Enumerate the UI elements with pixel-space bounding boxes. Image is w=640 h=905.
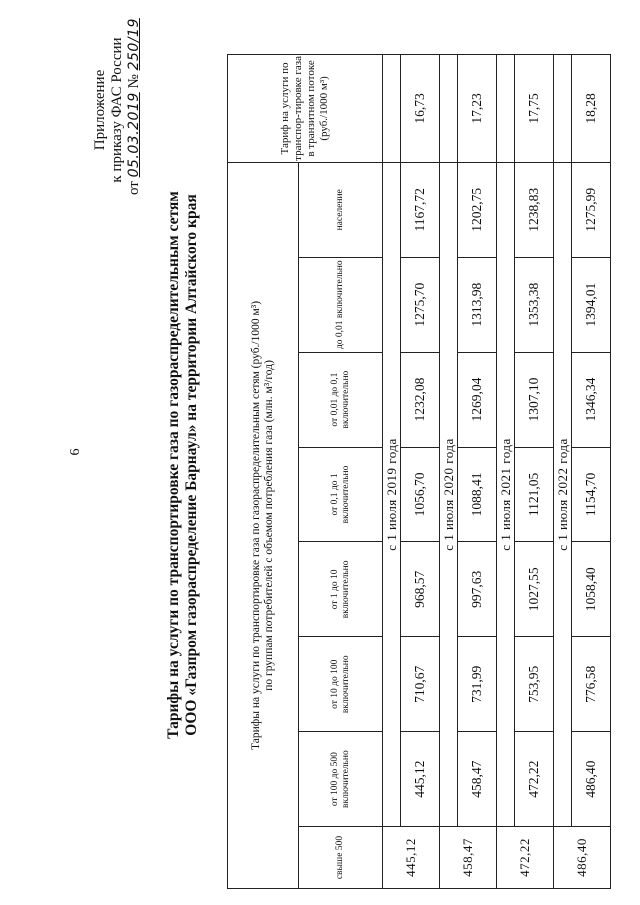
col-header-0-1-1: от 0,1 до 1 включительно [299, 447, 383, 542]
title-line-2: ООО «Газпром газораспределение Барнаул» на территории Алтайского края [183, 194, 200, 736]
period-label: с 1 июля 2021 года [497, 162, 515, 826]
col-header-100-500: от 100 до 500 включительно [299, 732, 383, 827]
appendix-block [92, 18, 143, 195]
table-cell: 1088,41 [458, 447, 497, 542]
order-number: 250/19 [126, 18, 142, 71]
period-label: с 1 июля 2022 года [554, 162, 572, 826]
appendix-title: Приложение [92, 69, 108, 151]
table-cell: 458,47 [440, 827, 497, 889]
table-cell: 968,57 [401, 542, 440, 637]
col-header-0-01-0-1: от 0,01 до 0,1 включительно [299, 352, 383, 447]
table-cell: 1058,40 [572, 542, 611, 637]
table-cell: 731,99 [458, 637, 497, 732]
table-cell: 458,47 [458, 732, 497, 827]
period-blank [383, 55, 401, 163]
table-row [401, 55, 440, 889]
order-number-prefix: № [126, 74, 142, 89]
table-cell: 1121,05 [515, 447, 554, 542]
table-cell: 997,63 [458, 542, 497, 637]
table-cell: 445,12 [401, 732, 440, 827]
table-cell: 1394,01 [572, 257, 611, 352]
document-title [165, 145, 201, 785]
table-row [572, 55, 611, 889]
table-cell: 1167,72 [401, 162, 440, 257]
transit-cell: 16,73 [401, 55, 440, 163]
table-cell: 1269,04 [458, 352, 497, 447]
period-label: с 1 июля 2019 года [383, 162, 401, 826]
col-header-population: население [299, 162, 383, 257]
col-header-to-0-01: до 0,01 включительно [299, 257, 383, 352]
table-cell: 486,40 [554, 827, 611, 889]
title-line-1: Тарифы на услуги по транспортировке газа по газораспределительным сетям [165, 191, 182, 739]
period-label: с 1 июля 2020 года [440, 162, 458, 826]
tariff-table [227, 54, 611, 889]
main-header-line-2: по группам потребителей с объемом потребления газа (млн. м³/год) [263, 360, 275, 691]
order-date: 05.03.2019 [126, 92, 142, 178]
table-cell: 1238,83 [515, 162, 554, 257]
period-blank [440, 55, 458, 163]
table-row [515, 55, 554, 889]
col-header-1-10: от 1 до 10 включительно [299, 542, 383, 637]
table-cell: 1275,99 [572, 162, 611, 257]
table-cell: 445,12 [383, 827, 440, 889]
col-header-over-500: свыше 500 [299, 827, 383, 889]
transit-cell: 17,23 [458, 55, 497, 163]
table-cell: 1346,34 [572, 352, 611, 447]
table-cell: 1307,10 [515, 352, 554, 447]
table-cell: 1154,70 [572, 447, 611, 542]
period-blank [554, 55, 572, 163]
transit-cell: 18,28 [572, 55, 611, 163]
main-header-line-1: Тарифы на услуги по транспортировке газа по газораспределительным сетям (руб./1000 м³) [250, 300, 262, 750]
table-row [458, 55, 497, 889]
appendix-order-line [126, 18, 143, 195]
appendix-order-ref: к приказу ФАС России [109, 37, 125, 183]
table-cell: 1027,55 [515, 542, 554, 637]
table-cell: 710,67 [401, 637, 440, 732]
period-blank [497, 55, 515, 163]
table-cell: 1353,38 [515, 257, 554, 352]
table-cell: 1202,75 [458, 162, 497, 257]
table-cell: 1313,98 [458, 257, 497, 352]
table-cell: 776,58 [572, 637, 611, 732]
transit-header: Тариф на услуги по транспор-тировке газа в транзитном потоке (руб./1000 м³) [228, 55, 383, 163]
main-header [228, 162, 299, 888]
table-cell: 1275,70 [401, 257, 440, 352]
table-cell: 486,40 [572, 732, 611, 827]
table-cell: 753,95 [515, 637, 554, 732]
page-number: 6 [68, 448, 83, 456]
col-header-10-100: от 10 до 100 включительно [299, 637, 383, 732]
table-cell: 1232,08 [401, 352, 440, 447]
table-cell: 1056,70 [401, 447, 440, 542]
table-cell: 472,22 [497, 827, 554, 889]
order-date-prefix: от [126, 181, 142, 195]
transit-cell: 17,75 [515, 55, 554, 163]
table-cell: 472,22 [515, 732, 554, 827]
